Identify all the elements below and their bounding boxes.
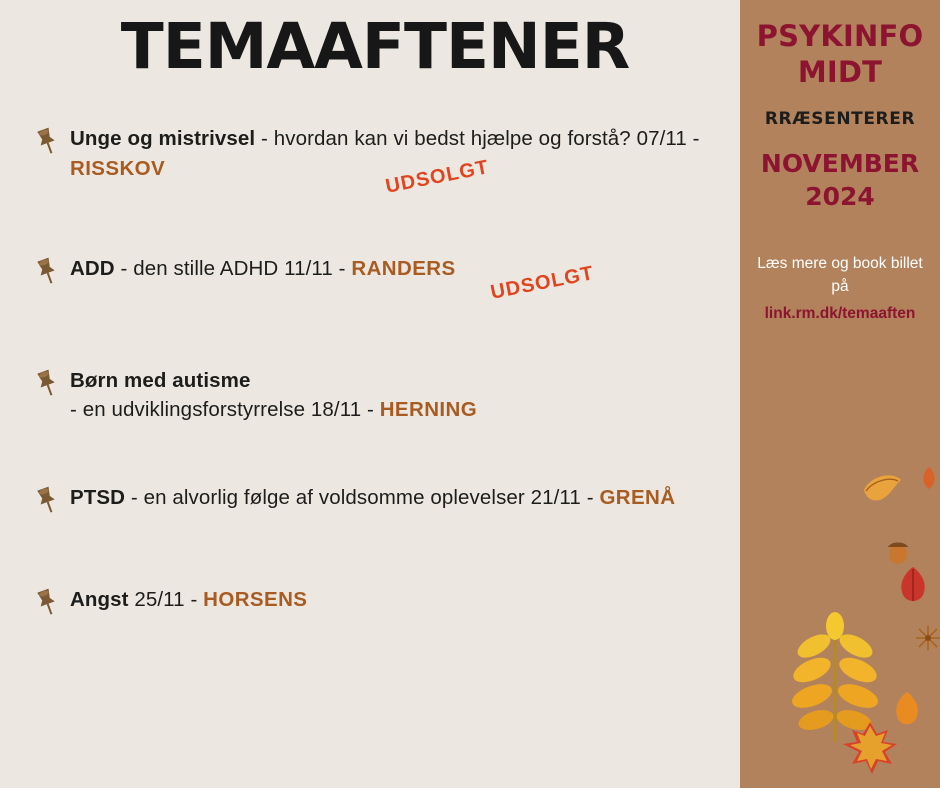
booking-link[interactable]: link.rm.dk/temaaften — [764, 304, 916, 322]
booking-text: Læs mere og book billet på — [757, 255, 923, 296]
event-city: GRENÅ — [599, 486, 676, 510]
event-city: HORSENS — [203, 588, 308, 612]
sidebar-content — [740, 0, 940, 324]
brand-title — [750, 18, 930, 91]
seed-pod-icon — [915, 625, 940, 656]
pushpin-icon — [30, 585, 64, 619]
event-text — [70, 585, 740, 615]
event-topic: Unge og mistrivsel — [70, 127, 256, 151]
event-description: - en alvorlig følge af voldsomme oplevelser 21/11 - — [125, 486, 600, 510]
event-description: - hvordan kan vi bedst hjælpe og forstå? 07/11 - — [255, 127, 700, 151]
status-badge: UDSOLGT — [488, 261, 596, 304]
leaf-icon — [895, 565, 931, 610]
poster-sidebar — [740, 0, 940, 788]
list-item — [30, 366, 740, 425]
leaf-icon — [860, 470, 904, 509]
pushpin-icon — [30, 483, 64, 517]
event-topic: Angst — [70, 588, 129, 612]
month-label: NOVEMBER — [760, 148, 920, 178]
pushpin-icon — [30, 124, 64, 158]
event-list — [0, 124, 740, 635]
event-description: - en udviklingsforstyrrelse 18/11 - — [70, 398, 380, 422]
event-city: RISSKOV — [70, 156, 166, 180]
brand-line-1: PSYKINFO — [756, 19, 924, 53]
status-badge: UDSOLGT — [383, 156, 491, 198]
event-description: 25/11 - — [128, 588, 204, 612]
pushpin-icon — [30, 254, 64, 288]
list-item — [30, 254, 740, 304]
list-item — [30, 124, 740, 198]
event-text — [70, 254, 740, 284]
event-topic: ADD — [70, 256, 115, 280]
event-topic: PTSD — [70, 486, 126, 510]
event-description: - den stille ADHD 11/11 - — [114, 256, 352, 280]
maple-leaf-icon — [840, 720, 900, 781]
event-city: HERNING — [379, 398, 478, 422]
page-title: TEMAAFTENER — [120, 10, 630, 83]
event-topic: Børn med autisme — [70, 368, 251, 392]
presents-label: RRÆSENTERER — [764, 108, 916, 129]
event-text — [70, 366, 740, 425]
event-city: RANDERS — [351, 256, 456, 280]
list-item — [30, 585, 740, 635]
leaf-icon — [918, 466, 940, 495]
pushpin-icon — [30, 366, 64, 400]
year-label: 2024 — [805, 182, 875, 212]
brand-line-2: MIDT — [797, 55, 883, 90]
list-item — [30, 483, 740, 533]
date-block — [750, 147, 930, 215]
event-text — [70, 483, 740, 513]
